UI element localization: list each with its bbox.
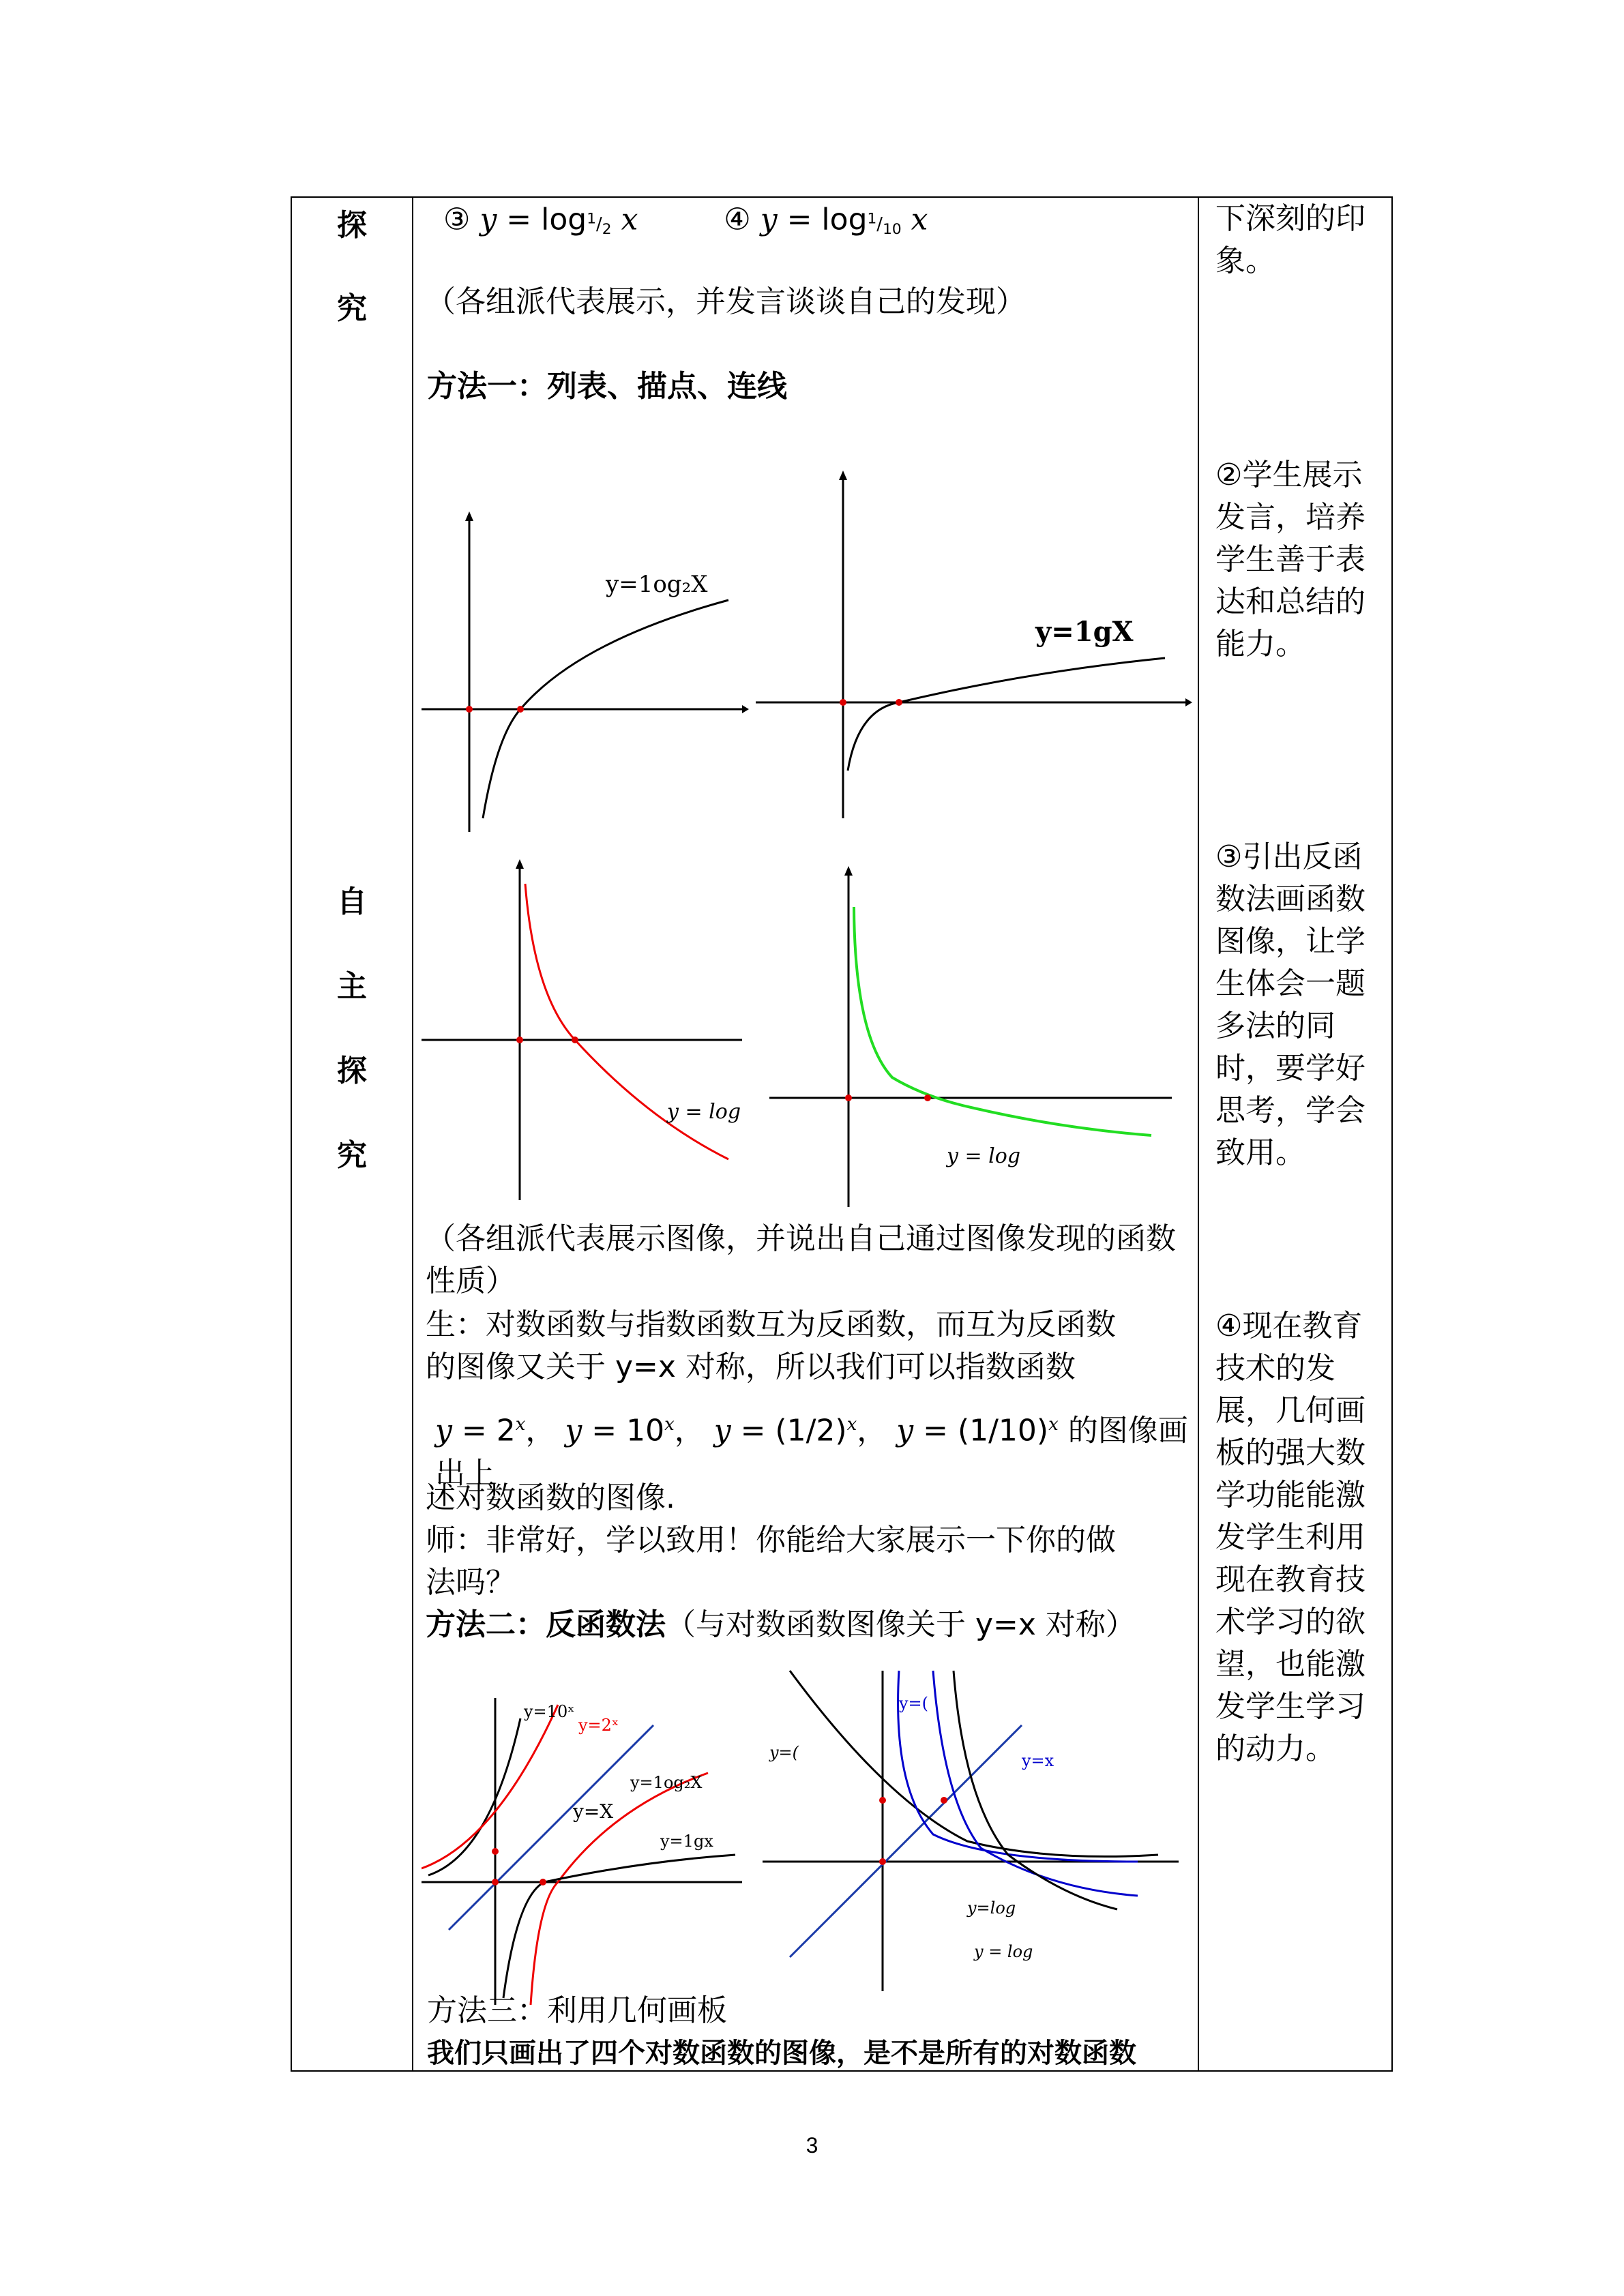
method-2-line (426, 1604, 1190, 1646)
last-line: 我们只画出了四个对数函数的图像，是不是所有的对数函数 (427, 2038, 1136, 2069)
method-3 (427, 1990, 1191, 2032)
left-label-2: 究 (337, 291, 367, 326)
label-log2-b: y=1og₂X (630, 1773, 703, 1792)
graph-inverse-1 (422, 1691, 749, 2012)
note-1: 下深刻的印象。 (1215, 201, 1365, 278)
label-lgx: y=1gx (660, 1832, 713, 1851)
student-line-1: 生：对数函数与指数函数互为反函数，而互为反函数 (426, 1307, 1116, 1342)
label-yx: y=X (573, 1800, 614, 1823)
label-log-half-2: y = log (974, 1942, 1033, 1961)
label-yx-2: y=x (1022, 1751, 1054, 1770)
label-log-half: y = log (667, 1100, 741, 1124)
left-label-1: 探 (337, 208, 367, 243)
student-line-3: $y = 2^x$， $y = 10^x$， $y = (1/2)^x$， $y = (1/10)^x$ 的图像画出上 (435, 1413, 1188, 1491)
graph-lg (756, 471, 1192, 825)
presentation-1: （各组派代表展示，并发言谈谈自己的发现） (426, 284, 1026, 319)
teacher-line-1: 师：非常好，学以致用！你能给大家展示一下你的做 (426, 1523, 1116, 1557)
method-3-text: 方法三：利用几何画板 (427, 1993, 727, 2028)
graph-inverse-2 (763, 1664, 1185, 1991)
graph-log-half (422, 859, 749, 1200)
presentation-2: （各组派代表展示图像，并说出自己通过图像发现的函数性质） (426, 1221, 1176, 1298)
label-10x: y=10ˣ (524, 1702, 575, 1721)
label-lg: y=1gX (1035, 616, 1134, 648)
teacher-line-2: 法吗？ (426, 1565, 516, 1600)
label-log2: y=1og₂X (606, 571, 708, 598)
col-divider-2 (1198, 198, 1199, 2070)
label-log-tenth: y = log (947, 1144, 1021, 1168)
graph-log-tenth (769, 866, 1179, 1207)
circled-3: ③ (443, 202, 471, 237)
page-number: 3 (806, 2133, 818, 2158)
label-tenth-x: y=( (899, 1694, 929, 1713)
label-half-x: y=( (769, 1743, 799, 1762)
note-3: ③引出反函数法画函数图像，让学生体会一题多法的同时，要学好思考，学会致用。 (1215, 839, 1365, 1170)
note-4: ④现在教育技术的发展，几何画板的强大数学功能能激发学生利用现在教育技术学习的欲望，也能激发学生学习的动力。 (1215, 1309, 1365, 1766)
method-2-note: （与对数函数图像关于 y=x 对称） (666, 1607, 1136, 1642)
circled-4: ④ (724, 202, 751, 237)
lesson-table (291, 196, 1393, 2072)
graph-log2 (422, 511, 749, 839)
left-label-4: 主 (337, 969, 367, 1004)
left-label-5: 探 (337, 1054, 367, 1088)
formula-line: ③ $y = \log^1/_2$ x ④ $y = \log^1/_{10}$ x (443, 202, 928, 238)
student-line-3-end: 的图像画出上 (435, 1413, 1188, 1491)
label-log-tenth-2: y=log (967, 1898, 1016, 1918)
student-line-4: 述对数函数的图像. (426, 1480, 675, 1515)
student-line-2: 的图像又关于 y=x 对称，所以我们可以指数函数 (426, 1350, 1076, 1384)
note-2: ②学生展示发言，培养学生善于表达和总结的能力。 (1215, 458, 1365, 661)
col-divider-1 (412, 198, 413, 2070)
label-2x: y=2ˣ (578, 1716, 619, 1735)
left-label-3: 自 (337, 884, 367, 919)
left-label-6: 究 (337, 1138, 367, 1173)
method-2: 方法二：反函数法 (426, 1607, 666, 1642)
method-1: 方法一：列表、描点、连线 (427, 369, 787, 404)
